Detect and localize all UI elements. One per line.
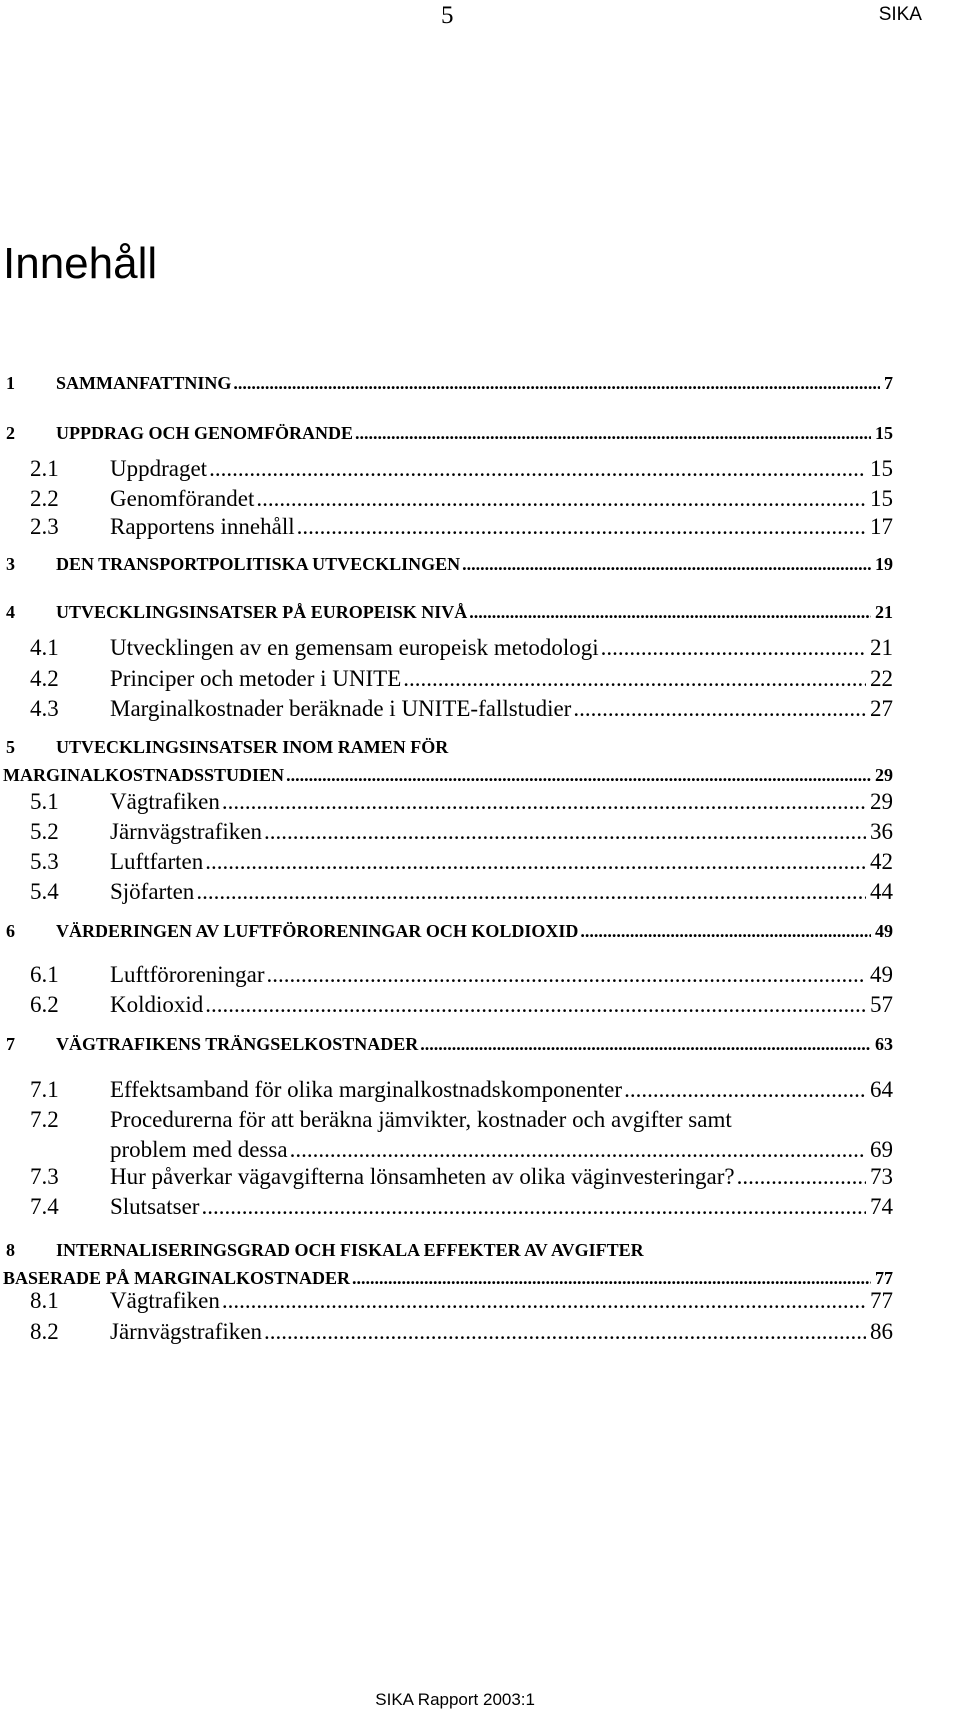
toc-page-number: 42 bbox=[870, 849, 893, 874]
toc-label: Marginalkostnader beräknade i UNITE-fallstudier bbox=[110, 696, 572, 721]
toc-label: Rapportens innehåll bbox=[110, 514, 295, 539]
toc-number: 7.3 bbox=[30, 1164, 59, 1189]
toc-number: 2 bbox=[6, 423, 15, 443]
toc-label: VÄRDERINGEN AV LUFTFÖRORENINGAR OCH KOLDIOXID bbox=[56, 921, 579, 941]
toc-label: UPPDRAG OCH GENOMFÖRANDE bbox=[56, 423, 353, 443]
toc-page-number: 21 bbox=[870, 635, 893, 660]
toc-leader-dots bbox=[256, 485, 866, 513]
toc-label: Principer och metoder i UNITE bbox=[110, 666, 402, 691]
toc-label-continued: MARGINALKOSTNADSSTUDIEN bbox=[3, 765, 285, 785]
toc-page-number: 69 bbox=[870, 1137, 893, 1162]
toc-label: DEN TRANSPORTPOLITISKA UTVECKLINGEN bbox=[56, 554, 461, 574]
toc-number: 5.1 bbox=[30, 789, 59, 814]
toc-number: 4 bbox=[6, 602, 15, 622]
toc-leader-dots bbox=[573, 695, 866, 723]
toc-number: 7.4 bbox=[30, 1194, 59, 1219]
toc-page-number: 36 bbox=[870, 819, 893, 844]
toc-page-number: 22 bbox=[870, 666, 893, 691]
toc-number: 2.3 bbox=[30, 514, 59, 539]
toc-leader-dots bbox=[352, 1267, 871, 1289]
page-number: 5 bbox=[441, 2, 454, 29]
toc-page-number: 19 bbox=[875, 554, 893, 574]
toc-label: Genomförandet bbox=[110, 486, 255, 511]
toc-label: Järnvägstrafiken bbox=[110, 819, 262, 844]
toc-page-number: 49 bbox=[875, 921, 893, 941]
toc-leader-dots bbox=[205, 991, 866, 1019]
toc-leader-dots bbox=[580, 920, 871, 942]
toc-page-number: 74 bbox=[870, 1194, 893, 1219]
toc-leader-dots bbox=[403, 665, 866, 693]
toc-page-number: 15 bbox=[870, 486, 893, 511]
toc-label: UTVECKLINGSINSATSER INOM RAMEN FÖR bbox=[56, 737, 449, 757]
toc-number: 8 bbox=[6, 1240, 15, 1260]
toc-page-number: 7 bbox=[884, 373, 893, 393]
toc-number: 7 bbox=[6, 1034, 15, 1054]
toc-page-number: 15 bbox=[870, 456, 893, 481]
toc-leader-dots bbox=[205, 848, 866, 876]
toc-leader-dots bbox=[201, 1193, 866, 1221]
toc-number: 2.1 bbox=[30, 456, 59, 481]
toc-number: 4.1 bbox=[30, 635, 59, 660]
toc-page-number: 77 bbox=[875, 1268, 893, 1288]
toc-page-number: 15 bbox=[875, 423, 893, 443]
toc-number: 6.2 bbox=[30, 992, 59, 1017]
toc-label: VÄGTRAFIKENS TRÄNGSELKOSTNADER bbox=[56, 1034, 419, 1054]
toc-page-number: 57 bbox=[870, 992, 893, 1017]
toc-label: Slutsatser bbox=[110, 1194, 200, 1219]
toc-number: 2.2 bbox=[30, 486, 59, 511]
toc-leader-dots bbox=[737, 1163, 866, 1191]
toc-number: 7.2 bbox=[30, 1107, 59, 1132]
toc-label: Vägtrafiken bbox=[110, 1288, 220, 1313]
toc-label: Sjöfarten bbox=[110, 879, 195, 904]
toc-leader-dots bbox=[290, 1136, 866, 1164]
toc-label: Luftfarten bbox=[110, 849, 204, 874]
toc-leader-dots bbox=[355, 422, 871, 444]
toc-label-continued: BASERADE PÅ MARGINALKOSTNADER bbox=[3, 1268, 351, 1288]
toc-number: 4.3 bbox=[30, 696, 59, 721]
toc-leader-dots bbox=[209, 455, 866, 483]
toc-leader-dots bbox=[297, 513, 866, 541]
toc-label: Effektsamband för olika marginalkostnadskomponenter bbox=[110, 1077, 623, 1102]
toc-label: Hur påverkar vägavgifterna lönsamheten av olika väginvesteringar? bbox=[110, 1164, 735, 1189]
toc-number: 5 bbox=[6, 737, 15, 757]
toc-leader-dots bbox=[286, 764, 871, 786]
toc-leader-dots bbox=[624, 1076, 866, 1104]
toc-leader-dots bbox=[264, 1318, 866, 1346]
toc-number: 4.2 bbox=[30, 666, 59, 691]
footer-report-label: SIKA Rapport 2003:1 bbox=[375, 1690, 535, 1709]
toc-page-number: 63 bbox=[875, 1034, 893, 1054]
toc-number: 3 bbox=[6, 554, 15, 574]
toc-page-number: 27 bbox=[870, 696, 893, 721]
toc-page-number: 64 bbox=[870, 1077, 893, 1102]
toc-leader-dots bbox=[462, 553, 871, 575]
toc-label: Koldioxid bbox=[110, 992, 204, 1017]
toc-page-number: 73 bbox=[870, 1164, 893, 1189]
toc-leader-dots bbox=[222, 1287, 866, 1315]
page-title: Innehåll bbox=[3, 239, 158, 288]
toc-number: 8.2 bbox=[30, 1319, 59, 1344]
toc-leader-dots bbox=[196, 878, 866, 906]
toc-number: 8.1 bbox=[30, 1288, 59, 1313]
toc-page-number: 44 bbox=[870, 879, 893, 904]
toc-label: Järnvägstrafiken bbox=[110, 1319, 262, 1344]
toc-page-number: 49 bbox=[870, 962, 893, 987]
toc-number: 7.1 bbox=[30, 1077, 59, 1102]
toc-number: 6 bbox=[6, 921, 15, 941]
toc-label: Vägtrafiken bbox=[110, 789, 220, 814]
toc-page-number: 29 bbox=[870, 789, 893, 814]
toc-leader-dots bbox=[222, 788, 866, 816]
toc-page-number: 21 bbox=[875, 602, 893, 622]
toc-number: 1 bbox=[6, 373, 15, 393]
toc-label: Uppdraget bbox=[110, 456, 208, 481]
toc-number: 6.1 bbox=[30, 962, 59, 987]
toc-number: 5.3 bbox=[30, 849, 59, 874]
toc-leader-dots bbox=[420, 1033, 871, 1055]
toc-leader-dots bbox=[469, 601, 871, 623]
toc-number: 5.4 bbox=[30, 879, 59, 904]
toc-page-number: 77 bbox=[870, 1288, 893, 1313]
toc-label-continued: problem med dessa bbox=[110, 1137, 288, 1162]
toc-number: 5.2 bbox=[30, 819, 59, 844]
toc-page-number: 17 bbox=[870, 514, 893, 539]
toc-leader-dots bbox=[264, 818, 866, 846]
toc-label: Luftföroreningar bbox=[110, 962, 265, 987]
toc-label: Utvecklingen av en gemensam europeisk metodologi bbox=[110, 635, 599, 660]
toc-leader-dots bbox=[601, 634, 866, 662]
toc-leader-dots bbox=[267, 961, 866, 989]
toc-page-number: 86 bbox=[870, 1319, 893, 1344]
toc-label: Procedurerna för att beräkna jämvikter, kostnader och avgifter samt bbox=[110, 1107, 732, 1132]
toc-leader-dots bbox=[233, 372, 880, 394]
toc-label: SAMMANFATTNING bbox=[56, 373, 232, 393]
header-brand: SIKA bbox=[878, 4, 922, 25]
toc-label: INTERNALISERINGSGRAD OCH FISKALA EFFEKTER AV AVGIFTER bbox=[56, 1240, 644, 1260]
toc-page-number: 29 bbox=[875, 765, 893, 785]
toc-label: UTVECKLINGSINSATSER PÅ EUROPEISK NIVÅ bbox=[56, 602, 468, 622]
